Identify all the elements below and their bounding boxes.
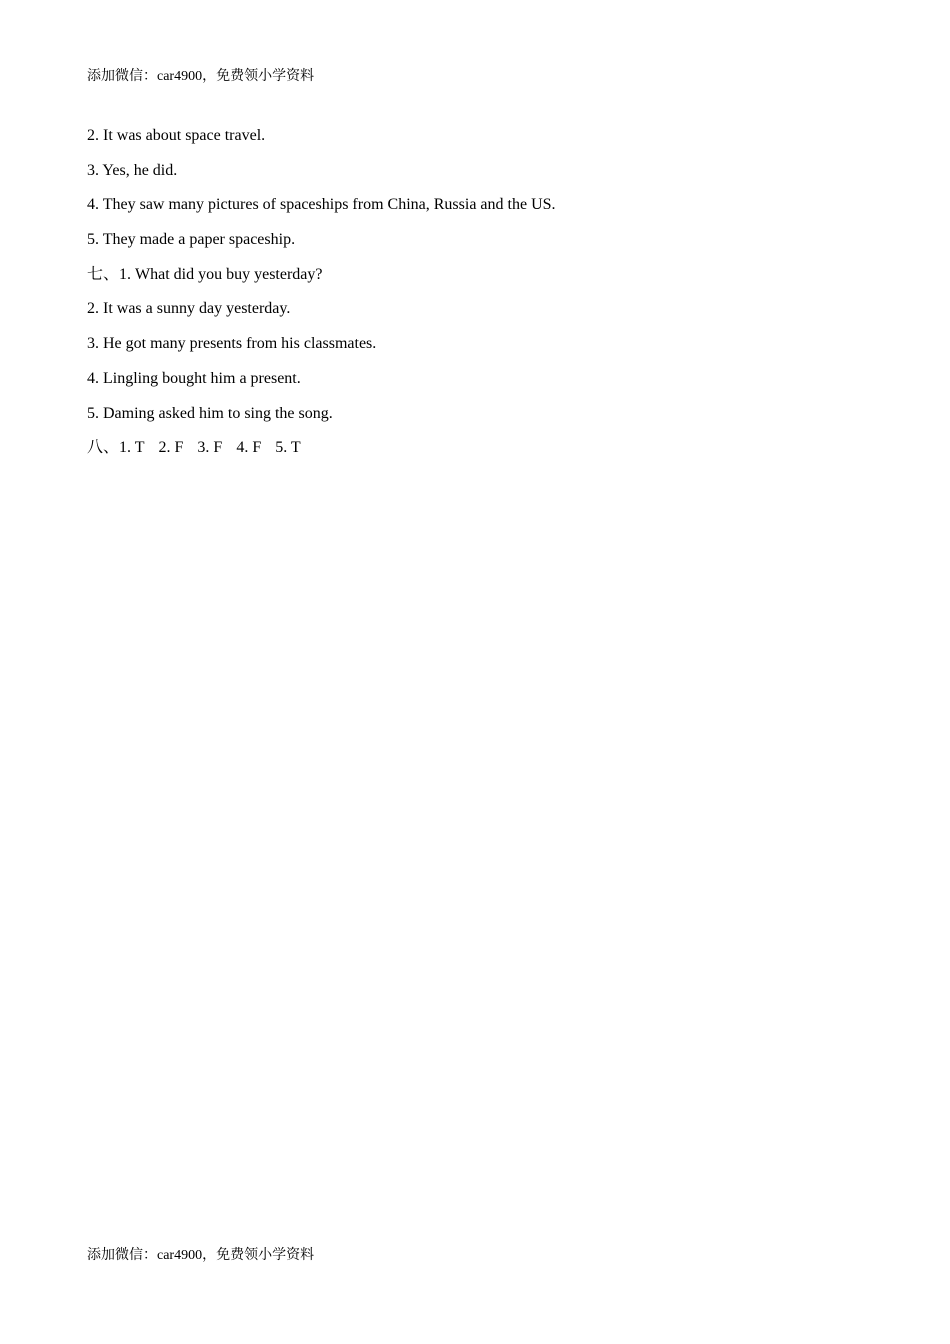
answer-line: 3. Yes, he did.: [87, 161, 178, 179]
page-header: 添加微信：car4900，免费领小学资料: [87, 69, 315, 84]
tf-answer: 5. T: [275, 439, 301, 457]
tf-answer: 4. F: [236, 439, 262, 457]
page-footer: 添加微信：car4900，免费领小学资料: [87, 1248, 315, 1263]
answer-line: 2. It was about space travel.: [87, 127, 266, 144]
tf-answer: 2. F: [158, 439, 184, 457]
answer-line: 4. Lingling bought him a present.: [87, 369, 301, 387]
answer-line: 七、1. What did you buy yesterday?: [87, 265, 323, 283]
section-8-prefix: 八、: [87, 439, 120, 457]
tf-answer: 3. F: [197, 439, 223, 457]
tf-answer: 1. T: [119, 439, 145, 457]
answer-line: 5. They made a paper spaceship.: [87, 231, 296, 249]
answer-line: 3. He got many presents from his classmates.: [87, 335, 377, 353]
answer-line: 2. It was a sunny day yesterday.: [87, 300, 291, 318]
answer-line: 5. Daming asked him to sing the song.: [87, 404, 333, 422]
answer-key-content: [87, 126, 867, 473]
answer-line: 4. They saw many pictures of spaceships from China, Russia and the US.: [87, 196, 556, 214]
section-8-answers: [87, 438, 867, 458]
